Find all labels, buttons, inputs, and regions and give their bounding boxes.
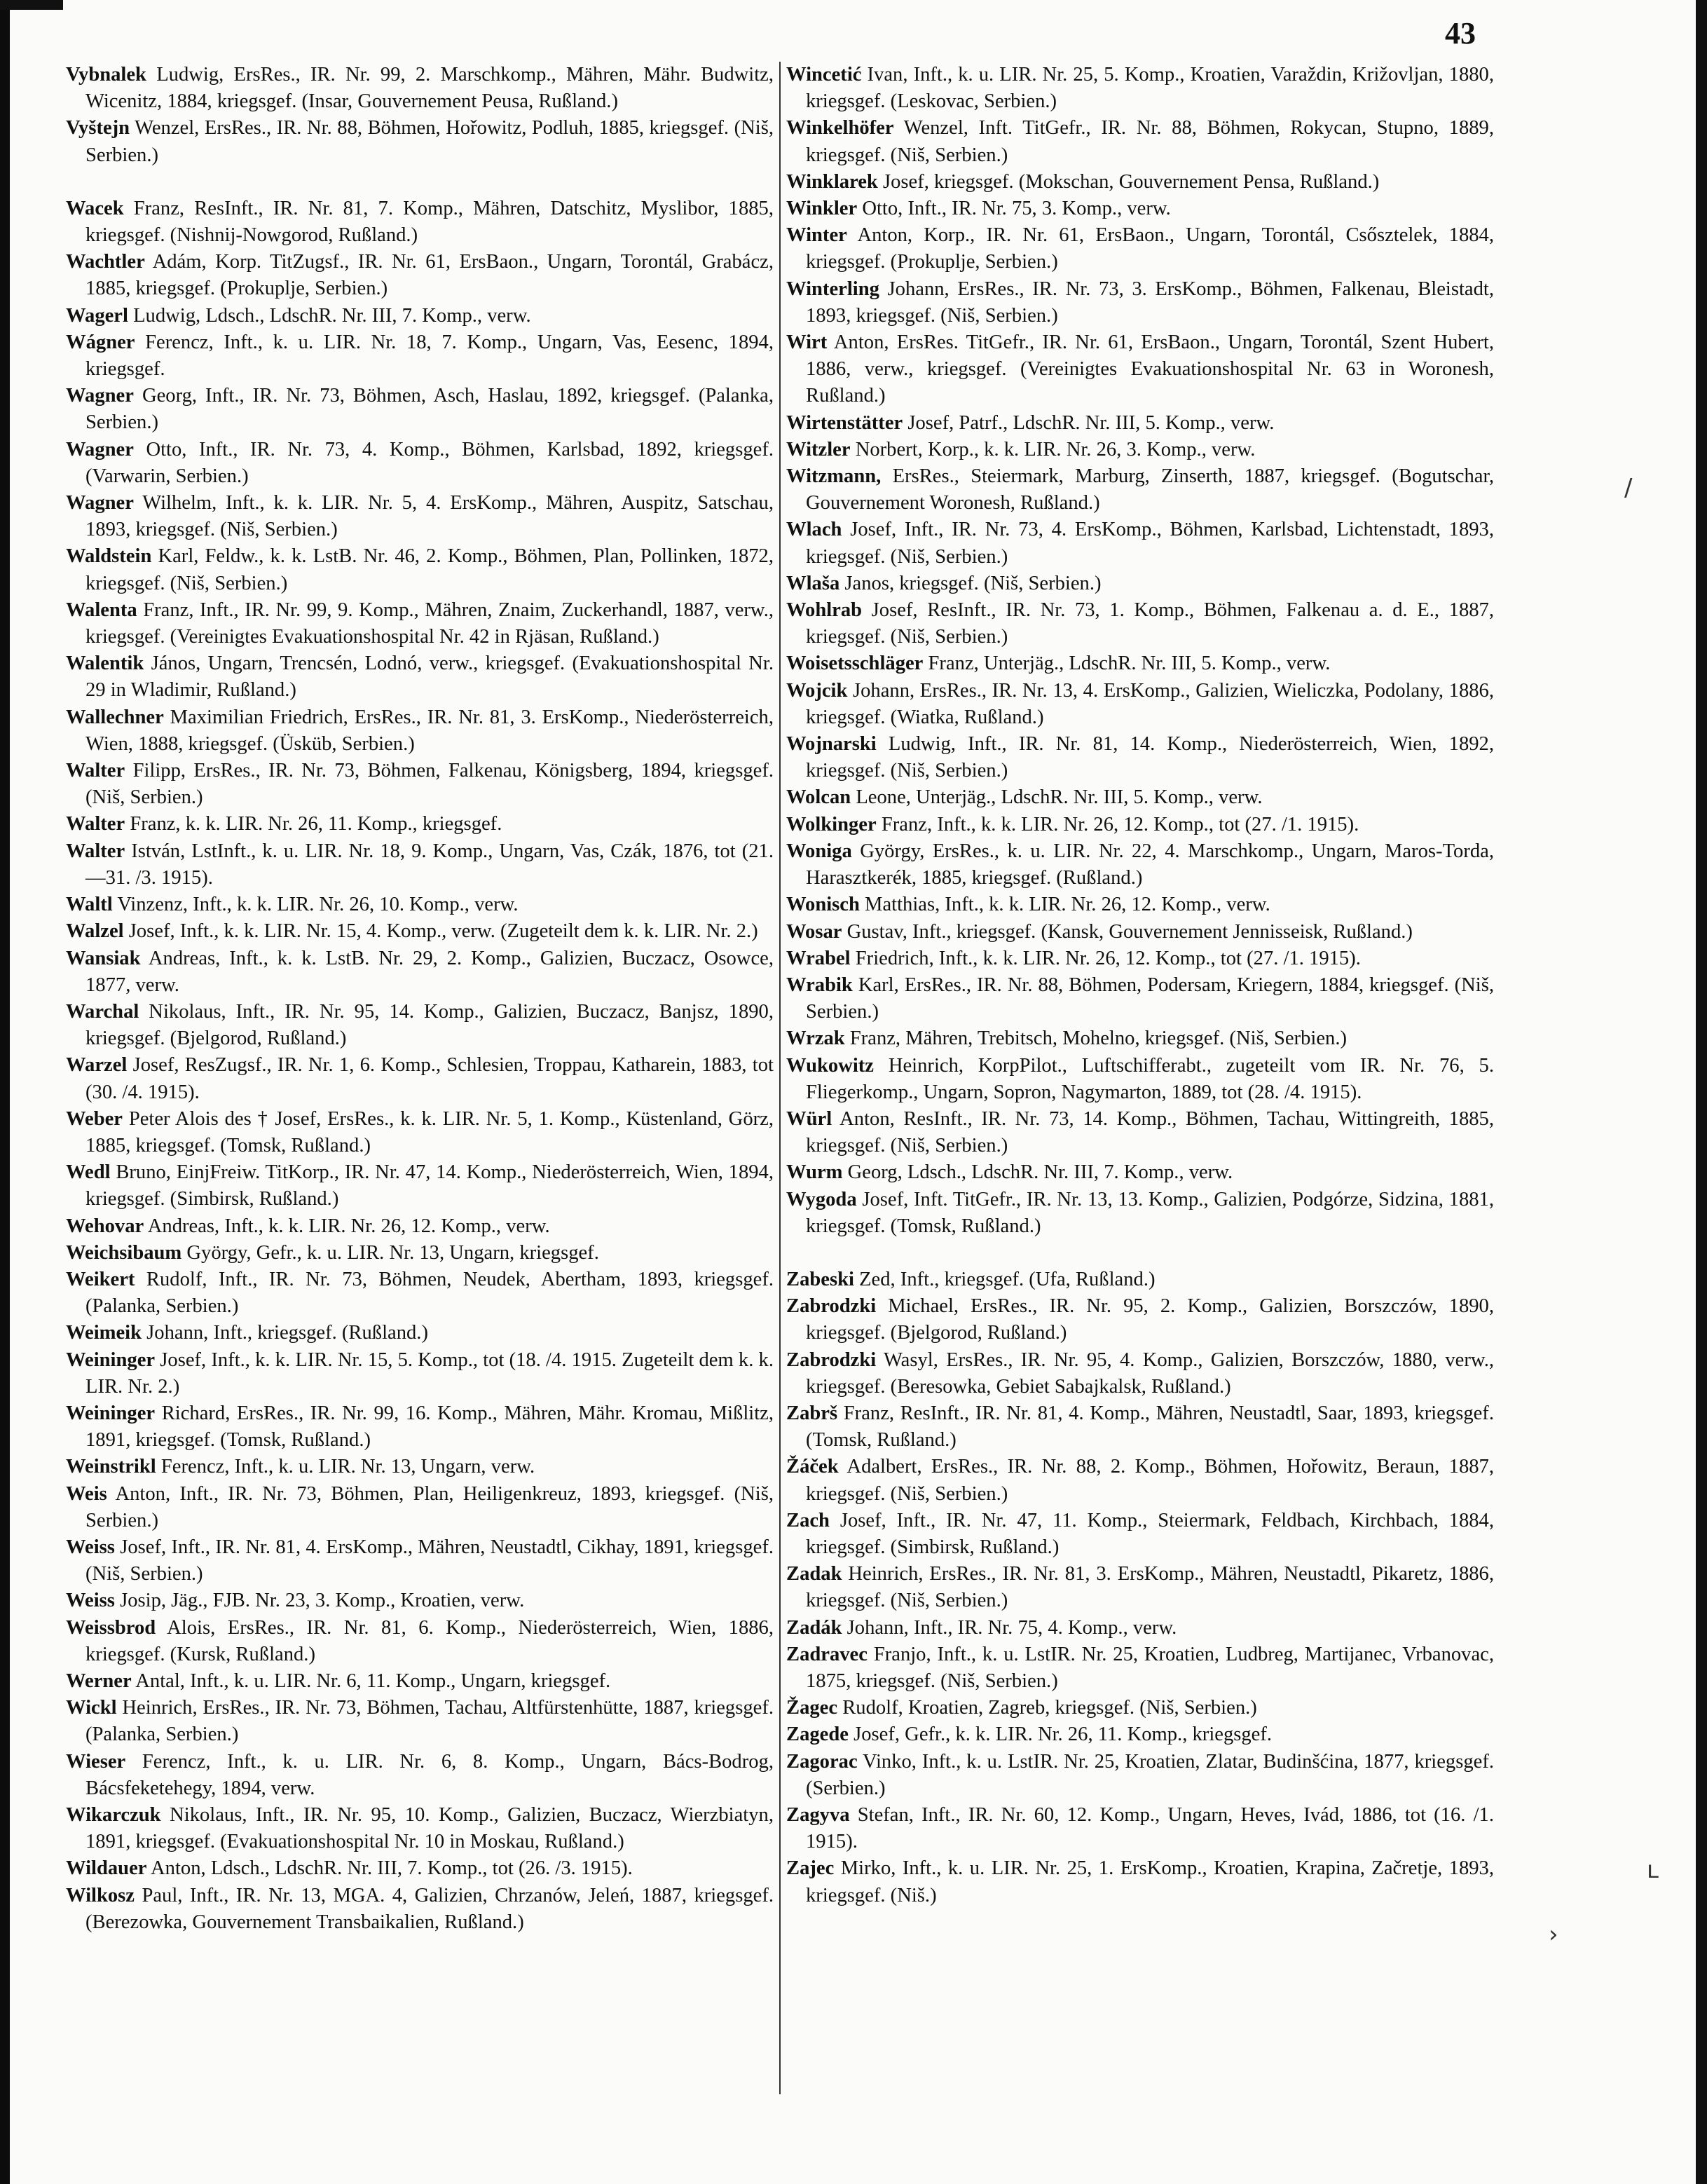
register-entry [786,972,1494,1025]
entry-surname: Wallechner [66,706,164,728]
register-entry [786,410,1494,437]
register-entry [66,196,774,249]
register-entry [786,222,1494,275]
entry-surname: Walter [66,813,125,835]
entry-surname: Warchal [66,1000,139,1023]
register-entry [66,383,774,436]
entry-surname: Wagerl [66,304,128,327]
entry-surname: Zabeski [786,1268,854,1290]
entry-details: Franz, Mähren, Trebitsch, Mohelno, kriegsgef. (Niš, Serbien.) [849,1028,1347,1050]
entry-surname: Wukowitz [786,1054,874,1077]
entry-surname: Wansiak [66,947,141,969]
entry-details: Ludwig, Inft., IR. Nr. 81, 14. Komp., Niederösterreich, Wien, 1892, kriegsgef. (Niš, Serbien.) [806,733,1494,782]
register-entry [66,1802,774,1855]
entry-details: Nikolaus, Inft., IR. Nr. 95, 10. Komp., Galizien, Buczacz, Wierzbiatyn, 1891, kriegsgef. (Evakuationshospital Nr. 10 in Moskau, Rußland.) [85,1804,774,1853]
entry-details: Josef, ResZugsf., IR. Nr. 1, 6. Komp., Schlesien, Troppau, Katharein, 1883, tot (30. /4. 1915). [85,1054,774,1103]
register-entry [786,329,1494,410]
entry-surname: Wonisch [786,894,860,916]
register-entry [786,838,1494,892]
register-entry [66,1855,774,1882]
register-entry [66,1695,774,1748]
register-entry [786,1267,1494,1293]
entry-details: Stefan, Inft., IR. Nr. 60, 12. Komp., Ungarn, Heves, Ivád, 1886, tot (16. /1. 1915). [806,1804,1494,1853]
entry-surname: Zach [786,1509,830,1531]
entry-surname: Zagyva [786,1804,850,1826]
entry-details: Johann, Inft., IR. Nr. 75, 4. Komp., verw. [846,1616,1177,1639]
register-entry [786,169,1494,196]
entry-surname: Winkelhöfer [786,117,894,139]
entry-details: Adám, Korp. TitZugsf., IR. Nr. 61, ErsBaon., Ungarn, Torontál, Grabácz, 1885, kriegsgef. (Prokuplje, Serbien.) [85,251,774,300]
entry-surname: Waltl [66,894,113,916]
entry-surname: Wrzak [786,1028,845,1050]
entry-details: Filipp, ErsRes., IR. Nr. 73, Böhmen, Falkenau, Königsberg, 1894, kriegsgef. (Niš, Serbien.) [85,760,774,809]
entry-details: Rudolf, Kroatien, Zagreb, kriegsgef. (Niš, Serbien.) [842,1697,1257,1719]
entry-surname: Wirtenstätter [786,411,903,434]
entry-details: Andreas, Inft., k. k. LstB. Nr. 29, 2. Komp., Galizien, Buczacz, Osowce, 1877, verw. [85,947,774,996]
entry-surname: Waldstein [66,545,152,568]
entry-surname: Wickl [66,1697,117,1719]
entry-surname: Wehovar [66,1215,144,1237]
entry-details: Heinrich, ErsRes., IR. Nr. 81, 3. ErsKomp., Mähren, Neustadtl, Pikaretz, 1886, kriegsgef. (Niš, Serbien.) [806,1563,1494,1612]
entry-surname: Würl [786,1107,832,1130]
entry-surname: Weimeik [66,1322,142,1344]
entry-surname: Walentik [66,653,144,675]
entry-surname: Woniga [786,840,852,862]
register-entry [66,704,774,758]
entry-details: Karl, ErsRes., IR. Nr. 88, Böhmen, Podersam, Kriegern, 1884, kriegsgef. (Niš, Serbien.) [806,974,1494,1023]
margin-mark: / [1624,474,1633,502]
register-entry [66,543,774,596]
register-entry [66,946,774,999]
entry-surname: Zadak [786,1563,842,1585]
entry-details: Karl, Feldw., k. k. LstB. Nr. 46, 2. Komp., Böhmen, Plan, Pollinken, 1872, kriegsgef. (Niš, Serbien.) [85,545,774,594]
register-entry [66,1052,774,1105]
entry-surname: Weiss [66,1536,115,1558]
entry-details: Wasyl, ErsRes., IR. Nr. 95, 4. Komp., Galizien, Borszczów, 1880, verw., kriegsgef. (Beresowka, Gebiet Sabajkalsk, Rußland.) [806,1349,1494,1398]
entry-surname: Winter [786,224,847,247]
entry-details: Antal, Inft., k. u. LIR. Nr. 6, 11. Komp., Ungarn, kriegsgef. [135,1670,611,1692]
entry-details: Johann, Inft., kriegsgef. (Rußland.) [146,1322,428,1344]
entry-surname: Walenta [66,599,137,621]
register-entry [786,463,1494,517]
entry-details: Ludwig, ErsRes., IR. Nr. 99, 2. Marschkomp., Mähren, Mähr. Budwitz, Wicenitz, 1884, kriegsgef. (Insar, Gouvernement Peusa, Rußland.) [85,64,774,113]
register-entry [66,1749,774,1802]
register-entry [66,1159,774,1213]
register-entry [786,115,1494,168]
entry-surname: Weiss [66,1590,115,1612]
entry-surname: Weis [66,1482,107,1505]
entry-surname: Weikert [66,1268,135,1290]
register-entry [66,1267,774,1320]
entry-surname: Zabrodzki [786,1349,877,1371]
entry-details: Nikolaus, Inft., IR. Nr. 95, 14. Komp., Galizien, Buczacz, Banjsz, 1890, kriegsgef. (Bjelgorod, Rußland.) [85,1000,774,1050]
entry-surname: Wagner [66,492,134,514]
register-entry [786,731,1494,784]
register-entry [786,946,1494,972]
entry-details: Josef, Patrf., LdschR. Nr. III, 5. Komp., verw. [907,411,1275,434]
entry-details: Franz, ResInft., IR. Nr. 81, 7. Komp., Mähren, Datschitz, Myslibor, 1885, kriegsgef. (Nishnij-Nowgorod, Rußland.) [85,197,774,247]
register-entry [66,1400,774,1454]
entry-details: Heinrich, KorpPilot., Luftschifferabt., zugeteilt vom IR. Nr. 76, 5. Fliegerkomp., Ungarn, Sopron, Nagymarton, 1889, tot (28. /4. 1915). [806,1054,1494,1103]
register-entry [66,329,774,383]
register-entry [66,1534,774,1588]
register-entry [66,892,774,918]
entry-details: Josef, Inft., IR. Nr. 47, 11. Komp., Steiermark, Feldbach, Kirchbach, 1884, kriegsgef. (Simbirsk, Rußland.) [806,1509,1494,1558]
entry-details: Franz, ResInft., IR. Nr. 81, 4. Komp., Mähren, Neustadtl, Saar, 1893, kriegsgef. (Tomsk, Rußland.) [806,1402,1494,1452]
entry-details: Wenzel, Inft. TitGefr., IR. Nr. 88, Böhmen, Rokycan, Stupno, 1889, kriegsgef. (Niš, Serbien.) [806,117,1494,166]
entry-details: Johann, ErsRes., IR. Nr. 73, 3. ErsKomp., Böhmen, Falkenau, Bleistadt, 1893, kriegsgef. (Niš, Serbien.) [806,278,1494,327]
entry-details: Josef, Inft., IR. Nr. 73, 4. ErsKomp., Böhmen, Karlsbad, Lichtenstadt, 1893, kriegsgef. (Niš, Serbien.) [806,519,1494,568]
entry-details: Franz, k. k. LIR. Nr. 26, 11. Komp., kriegsgef. [130,813,502,835]
register-entry [786,1802,1494,1855]
entry-surname: Wolkinger [786,813,877,835]
register-entry [786,196,1494,222]
register-entry [786,1642,1494,1695]
entry-details: Franz, Unterjäg., LdschR. Nr. III, 5. Komp., verw. [928,653,1331,675]
entry-details: Anton, ErsRes. TitGefr., IR. Nr. 61, ErsBaon., Ungarn, Torontál, Szent Hubert, 1886, verw., kriegsgef. (Vereinigtes Evakuationshospital Nr. 63 in Woronesh, Rußland.) [806,332,1494,407]
entry-surname: Wlaša [786,572,840,594]
register-entry [66,1883,774,1936]
register-entry [786,1400,1494,1454]
entry-surname: Zajec [786,1857,835,1880]
column-rule [779,62,781,2094]
entry-surname: Wlach [786,519,842,541]
entry-details: Ludwig, Ldsch., LdschR. Nr. III, 7. Komp., verw. [133,304,531,327]
register-entry [66,1454,774,1480]
entry-details: Ferencz, Inft., k. u. LIR. Nr. 18, 7. Komp., Ungarn, Vas, Eesenc, 1894, kriegsgef. [85,331,774,381]
entry-details: ErsRes., Steiermark, Marburg, Zinserth, 1887, kriegsgef. (Bogutschar, Gouvernement Woronesh, Rußland.) [806,465,1494,514]
entry-details: Franz, Inft., k. k. LIR. Nr. 26, 12. Komp., tot (27. /1. 1915). [881,813,1359,835]
entry-surname: Wincetić [786,64,862,86]
entry-surname: Wacek [66,197,124,219]
register-entry [66,650,774,704]
entry-surname: Winklarek [786,170,878,193]
entry-details: Josef, ResInft., IR. Nr. 73, 1. Komp., Böhmen, Falkenau a. d. E., 1887, kriegsgef. (Niš, Serbien.) [806,599,1494,648]
entry-surname: Witzler [786,438,851,460]
entry-details: Georg, Inft., IR. Nr. 73, Böhmen, Asch, Haslau, 1892, kriegsgef. (Palanka, Serbien.) [85,385,774,434]
entry-details: Bruno, EinjFreiw. TitKorp., IR. Nr. 47, 14. Komp., Niederösterreich, Wien, 1894, kriegsgef. (Simbirsk, Rußland.) [85,1161,774,1210]
register-entry [66,437,774,490]
entry-surname: Zabrodzki [786,1295,877,1318]
section-gap [786,1240,1494,1267]
entry-details: Paul, Inft., IR. Nr. 13, MGA. 4, Galizien, Chrzanów, Jeleń, 1887, kriegsgef. (Berezowka, Gouvernement Transbaikalien, Rußland.) [85,1884,774,1933]
register-entry [786,812,1494,838]
register-entry [66,1588,774,1614]
margin-mark: › [1549,1920,1558,1948]
register-entry [66,490,774,543]
entry-surname: Wagner [66,438,134,460]
entry-surname: Zabrš [786,1402,838,1424]
section-gap [66,169,774,196]
register-entry [66,1213,774,1240]
register-entry [786,1053,1494,1106]
entry-surname: Žáček [786,1456,839,1478]
entry-surname: Zagorac [786,1750,858,1773]
entry-details: Johann, ErsRes., IR. Nr. 13, 4. ErsKomp., Galizien, Wieliczka, Podolany, 1886, kriegsgef. (Wiatka, Rußland.) [806,679,1494,728]
entry-details: Josef, Inft. TitGefr., IR. Nr. 13, 13. Komp., Galizien, Podgórze, Sidzina, 1881, kriegsgef. (Tomsk, Rußland.) [806,1188,1494,1237]
entry-details: Friedrich, Inft., k. k. LIR. Nr. 26, 12. Komp., tot (27. /1. 1915). [855,947,1361,969]
entry-surname: Wachtler [66,251,145,273]
register-entry [786,1293,1494,1346]
register-entry [66,1320,774,1346]
entry-surname: Wrabik [786,974,853,996]
entry-surname: Weininger [66,1402,156,1424]
entry-surname: Zagede [786,1724,849,1746]
scan-edge-top [0,0,63,10]
entry-details: Mirko, Inft., k. u. LIR. Nr. 25, 1. ErsKomp., Kroatien, Krapina, Začretje, 1893, kriegsgef. (Niš.) [806,1857,1494,1906]
scan-edge-left [0,0,10,2184]
entry-details: Franjo, Inft., k. u. LstIR. Nr. 25, Kroatien, Ludbreg, Martijanec, Vrbanovac, 1875, kriegsgef. (Niš, Serbien.) [806,1643,1494,1692]
entry-surname: Wildauer [66,1857,147,1880]
entry-details: Leone, Unterjäg., LdschR. Nr. III, 5. Komp., verw. [856,786,1263,809]
register-entry [786,1025,1494,1052]
register-entry [786,1454,1494,1507]
entry-details: Wenzel, ErsRes., IR. Nr. 88, Böhmen, Hořowitz, Podluh, 1885, kriegsgef. (Niš, Serbien.) [85,117,774,166]
entry-surname: Wilkosz [66,1884,135,1906]
entry-details: Peter Alois des † Josef, ErsRes., k. k. LIR. Nr. 5, 1. Komp., Küstenland, Görz, 1885, kriegsgef. (Tomsk, Rußland.) [85,1107,774,1156]
entry-details: Maximilian Friedrich, ErsRes., IR. Nr. 81, 3. ErsKomp., Niederösterreich, Wien, 1888, kriegsgef. (Üsküb, Serbien.) [85,706,774,755]
entry-details: Adalbert, ErsRes., IR. Nr. 88, 2. Komp., Böhmen, Hořowitz, Beraun, 1887, kriegsgef. (Niš, Serbien.) [806,1456,1494,1505]
register-entry [786,597,1494,650]
entry-surname: Zadravec [786,1643,868,1665]
register-entry [786,784,1494,811]
register-entry [786,1721,1494,1748]
entry-details: Wilhelm, Inft., k. k. LIR. Nr. 5, 4. ErsKomp., Mähren, Auspitz, Satschau, 1893, kriegsgef. (Niš, Serbien.) [85,492,774,541]
page-number: 43 [1445,16,1476,50]
entry-surname: Zadák [786,1616,842,1639]
entry-surname: Weinstrikl [66,1456,156,1478]
entry-details: János, Ungarn, Trencsén, Lodnó, verw., kriegsgef. (Evakuationshospital Nr. 29 in Wladimir, Rußland.) [85,653,774,702]
entry-surname: Vybnalek [66,64,146,86]
register-entry [786,678,1494,731]
register-entry [66,303,774,329]
register-entry [786,1106,1494,1159]
register-entry [66,1481,774,1534]
entry-details: Otto, Inft., IR. Nr. 75, 3. Komp., verw. [862,198,1171,220]
register-entry [786,1347,1494,1400]
entry-surname: Weininger [66,1349,156,1371]
register-entry [66,811,774,838]
register-entry [66,1240,774,1267]
entry-details: Richard, ErsRes., IR. Nr. 99, 16. Komp., Mähren, Mähr. Kromau, Mißlitz, 1891, kriegsgef. (Tomsk, Rußland.) [85,1402,774,1452]
register-entry [786,62,1494,115]
entry-details: Josef, kriegsgef. (Mokschan, Gouvernement Pensa, Rußland.) [883,170,1380,193]
entry-details: Anton, Korp., IR. Nr. 61, ErsBaon., Ungarn, Torontál, Csősztelek, 1884, kriegsgef. (Prokuplje, Serbien.) [806,224,1494,273]
entry-surname: Witzmann, [786,465,882,488]
entry-surname: Woisetsschläger [786,653,924,675]
entry-surname: Wagner [66,385,134,407]
entry-details: Matthias, Inft., k. k. LIR. Nr. 26, 12. Komp., verw. [865,894,1270,916]
entry-surname: Wolcan [786,786,851,809]
register-entry [786,1855,1494,1909]
register-entry [66,1615,774,1668]
entry-surname: Walter [66,760,125,782]
register-entry [786,892,1494,918]
entry-details: Ferencz, Inft., k. u. LIR. Nr. 13, Ungarn, verw. [160,1456,535,1478]
register-entry [66,115,774,168]
entry-surname: Wojnarski [786,733,877,756]
entry-details: Gustav, Inft., kriegsgef. (Kansk, Gouvernement Jennisseisk, Rußland.) [846,920,1413,943]
entry-details: Alois, ErsRes., IR. Nr. 81, 6. Komp., Niederösterreich, Wien, 1886, kriegsgef. (Kursk, Rußland.) [85,1616,774,1665]
entry-surname: Wygoda [786,1188,857,1210]
entry-details: Anton, Ldsch., LdschR. Nr. III, 7. Komp., tot (26. /3. 1915). [151,1857,633,1880]
entry-details: Josip, Jäg., FJB. Nr. 23, 3. Komp., Kroatien, verw. [120,1590,525,1612]
entry-details: Vinzenz, Inft., k. k. LIR. Nr. 26, 10. Komp., verw. [117,894,519,916]
register-entry [66,758,774,811]
register-entry [786,1749,1494,1802]
register-entry [786,517,1494,570]
entry-details: György, Gefr., k. u. LIR. Nr. 13, Ungarn, kriegsgef. [186,1241,599,1264]
entry-surname: Walzel [66,920,124,943]
entry-surname: Wrabel [786,947,851,969]
scan-edge-right [1696,0,1707,2184]
register-entry [786,276,1494,329]
entry-details: Andreas, Inft., k. k. LIR. Nr. 26, 12. Komp., verw. [147,1215,550,1237]
register-entry [66,838,774,892]
entry-details: György, ErsRes., k. u. LIR. Nr. 22, 4. Marschkomp., Ungarn, Maros-Torda, Harasztkerék, 1885, kriegsgef. (Rußland.) [806,840,1494,889]
entry-surname: Warzel [66,1054,128,1077]
entry-details: Anton, ResInft., IR. Nr. 73, 14. Komp., Böhmen, Tachau, Wittingreith, 1885, kriegsgef. (Niš, Serbien.) [806,1107,1494,1157]
entry-surname: Žagec [786,1697,838,1719]
right-column [786,62,1494,2143]
entry-details: Ivan, Inft., k. u. LIR. Nr. 25, 5. Komp., Kroatien, Varaždin, Križovljan, 1880, kriegsgef. (Leskovac, Serbien.) [806,64,1494,113]
register-entry [786,1561,1494,1614]
entry-details: Heinrich, ErsRes., IR. Nr. 73, Böhmen, Tachau, Altfürstenhütte, 1887, kriegsgef. (Palanka, Serbien.) [85,1697,774,1746]
register-entry [786,571,1494,597]
register-entry [786,1695,1494,1721]
entry-details: Georg, Ldsch., LdschR. Nr. III, 7. Komp., verw. [847,1161,1233,1184]
entry-surname: Winterling [786,278,879,300]
entry-surname: Weissbrod [66,1616,156,1639]
register-entry [66,62,774,115]
entry-details: Franz, Inft., IR. Nr. 99, 9. Komp., Mähren, Znaim, Zuckerhandl, 1887, verw., kriegsgef. (Vereinigtes Evakuationshospital Nr. 42 in Rjäsan, Rußland.) [85,599,774,648]
register-entry [66,597,774,650]
entry-details: Rudolf, Inft., IR. Nr. 73, Böhmen, Neudek, Abertham, 1893, kriegsgef. (Palanka, Serbien.) [85,1268,774,1318]
entry-surname: Wieser [66,1750,126,1773]
register-entry [66,1668,774,1695]
entry-surname: Wohlrab [786,599,863,622]
register-entry [786,1508,1494,1561]
entry-details: Zed, Inft., kriegsgef. (Ufa, Rußland.) [859,1268,1156,1290]
entry-details: Josef, Inft., IR. Nr. 81, 4. ErsKomp., Mähren, Neustadtl, Cikhay, 1891, kriegsgef. (Niš, Serbien.) [85,1536,774,1585]
register-entry [786,650,1494,677]
entry-details: Anton, Inft., IR. Nr. 73, Böhmen, Plan, Heiligenkreuz, 1893, kriegsgef. (Niš, Serbien.) [85,1482,774,1531]
register-entry [786,919,1494,946]
register-entry [66,249,774,302]
entry-surname: Weichsibaum [66,1241,182,1264]
register-entry [66,1347,774,1400]
register-entry [66,1106,774,1159]
entry-surname: Wikarczuk [66,1804,161,1826]
entry-details: Vinko, Inft., k. u. LstIR. Nr. 25, Kroatien, Zlatar, Budinšćina, 1877, kriegsgef. (Serbien.) [806,1750,1494,1799]
register-entry [786,1615,1494,1642]
register-entry [66,999,774,1052]
entry-surname: Wágner [66,331,135,353]
entry-surname: Weber [66,1107,123,1130]
entry-surname: Wurm [786,1161,843,1184]
entry-surname: Wedl [66,1161,111,1184]
entry-details: Josef, Inft., k. k. LIR. Nr. 15, 4. Komp., verw. (Zugeteilt dem k. k. LIR. Nr. 2.) [128,920,758,943]
margin-mark: ʟ [1647,1856,1659,1884]
register-entry [786,1187,1494,1240]
register-entry [786,1159,1494,1186]
entry-details: Ferencz, Inft., k. u. LIR. Nr. 6, 8. Komp., Ungarn, Bács-Bodrog, Bácsfeketehegy, 1894, verw. [85,1750,774,1799]
entry-surname: Werner [66,1670,132,1692]
register-entry [786,437,1494,463]
entry-surname: Wojcik [786,679,848,702]
register-entry [66,918,774,945]
entry-details: Janos, kriegsgef. (Niš, Serbien.) [844,572,1102,594]
entry-surname: Walter [66,840,125,862]
entry-details: István, LstInft., k. u. LIR. Nr. 18, 9. Komp., Ungarn, Vas, Czák, 1876, tot (21.—31. /3. 1915). [85,840,774,889]
entry-surname: Wirt [786,332,828,354]
entry-details: Michael, ErsRes., IR. Nr. 95, 2. Komp., Galizien, Borszczów, 1890, kriegsgef. (Bjelgorod, Rußland.) [806,1295,1494,1344]
entry-details: Norbert, Korp., k. k. LIR. Nr. 26, 3. Komp., verw. [855,438,1256,460]
entry-details: Josef, Inft., k. k. LIR. Nr. 15, 5. Komp., tot (18. /4. 1915. Zugeteilt dem k. k. LIR. Nr. 2.) [85,1349,774,1398]
entry-surname: Wosar [786,920,842,943]
entry-surname: Vyštejn [66,117,130,139]
entry-details: Otto, Inft., IR. Nr. 73, 4. Komp., Böhmen, Karlsbad, 1892, kriegsgef. (Varwarin, Serbien.) [85,438,774,487]
entry-surname: Winkler [786,198,858,220]
entry-details: Josef, Gefr., k. k. LIR. Nr. 26, 11. Komp., kriegsgef. [853,1724,1273,1746]
left-column [66,62,774,2143]
